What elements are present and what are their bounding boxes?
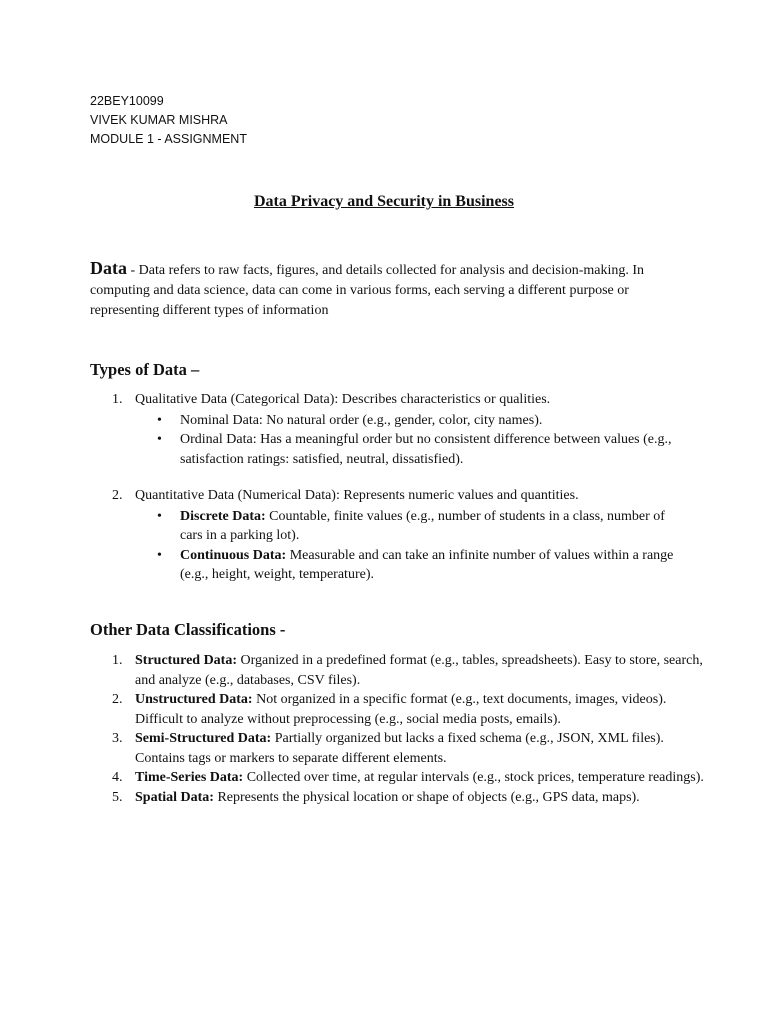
list-item (90, 690, 710, 729)
bullet-text: Measurable and can take an infinite number of values within a range (e.g., height, weight, temperature). (180, 547, 674, 582)
list-item-term: Semi-Structured Data: (135, 731, 272, 746)
classifications-list (90, 651, 710, 807)
list-number: 2. (112, 692, 123, 707)
sub-bullet-list (135, 507, 710, 585)
sub-bullet-list (135, 411, 710, 470)
list-item-text: Represents the physical location or shape of objects (e.g., GPS data, maps). (213, 789, 640, 805)
list-number: 1. (112, 653, 123, 668)
bullet-item (135, 430, 680, 469)
list-item-term: Spatial Data: (135, 789, 214, 805)
list-number: 5. (112, 789, 123, 805)
list-item-text: Collected over time, at regular intervals (e.g., stock prices, temperature readings). (243, 770, 704, 785)
list-item (90, 729, 710, 768)
bullet-icon: • (157, 547, 162, 563)
bullet-text: Ordinal Data: Has a meaningful order but no consistent difference between values (e.g., satisfaction ratings: satisfied, neutral, dissatisfied). (180, 432, 672, 467)
list-item-text: Quantitative Data (Numerical Data): Represents numeric values and quantities. (135, 488, 579, 503)
list-item-text: Not organized in a specific format (e.g., text documents, images, videos). Difficult to analyze without preprocessing (e.g., social media posts, emails). (135, 692, 667, 727)
bullet-icon: • (157, 508, 162, 524)
data-definition-paragraph (90, 258, 690, 321)
list-item (90, 651, 710, 690)
bullet-item (135, 411, 680, 431)
list-item (90, 486, 710, 585)
list-item-text: Organized in a predefined format (e.g., tables, spreadsheets). Easy to store, search, and analyze (e.g., databases, CSV files). (135, 653, 703, 688)
module-label: MODULE 1 - ASSIGNMENT (90, 132, 247, 146)
bullet-item (135, 507, 680, 546)
bullet-item (135, 546, 680, 585)
list-item (90, 768, 710, 788)
data-term: Data (90, 258, 127, 278)
bullet-text: Countable, finite values (e.g., number of students in a class, number of cars in a parking lot). (180, 508, 665, 543)
student-id: 22BEY10099 (90, 94, 164, 108)
list-item (90, 390, 710, 469)
bullet-icon: • (157, 432, 162, 447)
bullet-term: Discrete Data: (180, 508, 266, 524)
other-classifications-heading: Other Data Classifications - (90, 620, 286, 639)
list-item-term: Unstructured Data: (135, 692, 253, 707)
bullet-text: Nominal Data: No natural order (e.g., gender, color, city names). (180, 412, 543, 428)
student-name: VIVEK KUMAR MISHRA (90, 113, 228, 127)
document-header (90, 92, 247, 149)
list-item (90, 788, 710, 808)
types-of-data-list (90, 390, 710, 585)
list-item-text: Qualitative Data (Categorical Data): Describes characteristics or qualities. (135, 392, 551, 407)
list-number: 2. (112, 488, 123, 503)
list-number: 1. (112, 392, 123, 407)
document-title: Data Privacy and Security in Business (253, 193, 514, 210)
types-of-data-heading: Types of Data – (90, 360, 200, 379)
list-item-term: Time-Series Data: (135, 770, 244, 785)
list-item-term: Structured Data: (135, 653, 238, 668)
bullet-icon: • (157, 412, 162, 428)
list-number: 3. (112, 731, 123, 746)
bullet-term: Continuous Data: (180, 547, 287, 563)
list-item-text: Partially organized but lacks a fixed schema (e.g., JSON, XML files). Contains tags or markers to separate different elements. (135, 731, 664, 766)
data-definition-text: - Data refers to raw facts, figures, and details collected for analysis and decision-making. In computing and data science, data can come in various forms, each serving a different purpose or representing different types of information (90, 263, 645, 318)
list-number: 4. (112, 770, 123, 785)
